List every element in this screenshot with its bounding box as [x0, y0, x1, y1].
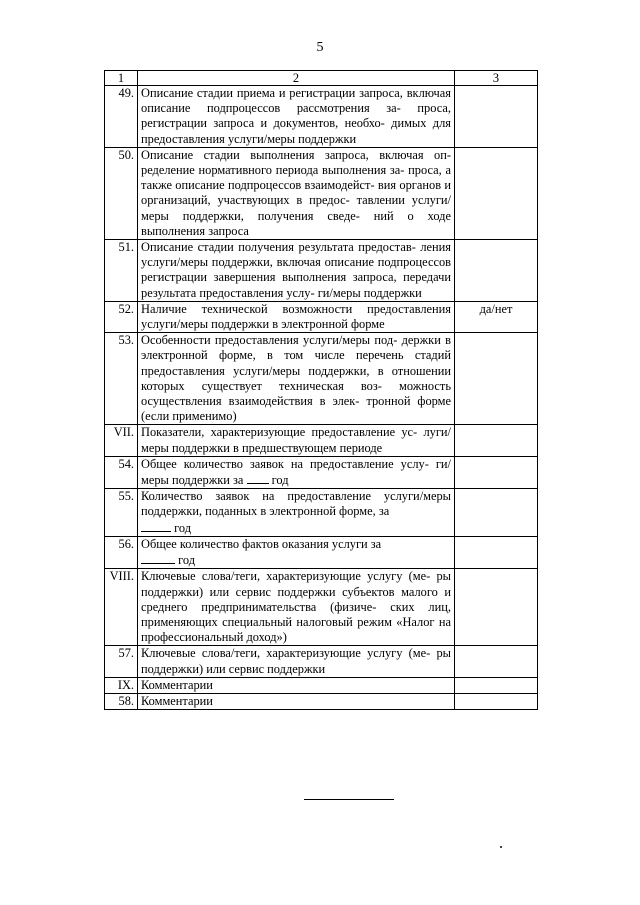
- row-value: [455, 569, 538, 646]
- table-row: [105, 456, 538, 488]
- table-row: [105, 301, 538, 332]
- row-number: 57.: [105, 646, 138, 677]
- description-line: год: [271, 473, 289, 488]
- row-value: [455, 147, 538, 239]
- table-row: [105, 693, 538, 709]
- description-line: ги/меры поддержки за: [141, 456, 451, 488]
- table-header-row: [105, 71, 538, 86]
- blank-year-field: [247, 472, 269, 484]
- row-description: [138, 646, 455, 677]
- row-description: [138, 147, 455, 239]
- description-line: проса, а также описание подпроцессов взаимодейст-: [141, 163, 451, 193]
- description-line: ры поддержки) или сервис поддержки: [141, 646, 451, 676]
- description-line: поддержки, поданных в электронной форме, за: [141, 504, 390, 519]
- table-row: [105, 677, 538, 693]
- description-line: проса, регистрации запроса и документов, необхо-: [141, 101, 451, 131]
- description-line: ления услуги/меры поддержки, включая описание: [141, 240, 451, 270]
- row-description: [138, 240, 455, 302]
- row-number: 50.: [105, 147, 138, 239]
- description-line: подпроцессов регистрации завершения выполнения: [141, 255, 451, 285]
- description-line: Комментарии: [141, 693, 213, 708]
- description-line: ских лиц, применяющих специальный налоговый: [141, 599, 451, 629]
- row-number: IX.: [105, 677, 138, 693]
- row-number: 54.: [105, 456, 138, 488]
- header-col-3: 3: [455, 71, 538, 86]
- row-value: [455, 646, 538, 677]
- description-line: режим «Налог на профессиональный доход»): [141, 614, 451, 645]
- description-line: Общее количество фактов оказания услуги за: [141, 536, 382, 551]
- blank-year-field: [141, 552, 175, 564]
- row-value: да/нет: [455, 301, 538, 332]
- description-line: Комментарии: [141, 677, 213, 692]
- row-number: 56.: [105, 536, 138, 568]
- table-row: [105, 333, 538, 425]
- description-line: ги/меры поддержки: [317, 285, 422, 300]
- description-line: держки в электронной форме, в том числе перечень: [141, 333, 451, 363]
- row-value: [455, 333, 538, 425]
- description-line: вия органов и организаций, участвующих в предос-: [141, 178, 451, 208]
- description-line: год: [178, 553, 196, 568]
- row-description: [138, 569, 455, 646]
- description-line: Описание стадии выполнения запроса, включая оп-: [141, 147, 451, 162]
- description-line: услуги/меры поддержки в электронной форме: [141, 317, 385, 332]
- description-line: ределение нормативного периода выполнения за-: [141, 163, 405, 178]
- row-number: 52.: [105, 301, 138, 332]
- parameters-table: [104, 70, 538, 710]
- scan-mark: [500, 846, 502, 848]
- row-number: 51.: [105, 240, 138, 302]
- description-line: ний о ходе выполнения запроса: [141, 208, 451, 238]
- table-row: [105, 569, 538, 646]
- header-col-2: 2: [138, 71, 455, 86]
- description-line: Ключевые слова/теги, характеризующие услугу (ме-: [141, 646, 431, 661]
- row-description: [138, 301, 455, 332]
- table-row: [105, 147, 538, 239]
- row-number: 55.: [105, 489, 138, 537]
- description-line: Описание стадии приема и регистрации запроса,: [141, 86, 403, 100]
- row-number: 49.: [105, 86, 138, 148]
- row-value: [455, 240, 538, 302]
- table-row: [105, 646, 538, 677]
- description-line: включая описание подпроцессов рассмотрения за-: [141, 86, 451, 116]
- row-number: 53.: [105, 333, 138, 425]
- row-description: [138, 536, 455, 568]
- table-row: [105, 489, 538, 537]
- row-number: VIII.: [105, 569, 138, 646]
- table-row: [105, 86, 538, 148]
- row-description: [138, 86, 455, 148]
- row-value: [455, 677, 538, 693]
- row-value: [455, 425, 538, 456]
- row-number: 58.: [105, 693, 138, 709]
- description-line: можность осуществления взаимодействия в элек-: [141, 378, 451, 409]
- description-line: Описание стадии получения результата предостав-: [141, 240, 416, 255]
- table-row: [105, 240, 538, 302]
- description-line: Особенности предоставления услуги/меры под-: [141, 333, 398, 348]
- description-line: стадий предоставления услуги/меры поддержки, в: [141, 348, 451, 378]
- description-line: тронной форме (если применимо): [141, 394, 451, 424]
- page-number: 5: [316, 40, 324, 55]
- row-value: [455, 489, 538, 537]
- row-description: [138, 333, 455, 425]
- description-line: отношении которых существует техническая воз-: [141, 363, 451, 393]
- description-line: Количество заявок на предоставление услуги/меры: [141, 489, 451, 504]
- row-description: [138, 456, 455, 488]
- blank-year-field: [141, 520, 171, 532]
- row-value: [455, 693, 538, 709]
- row-value: [455, 86, 538, 148]
- row-number: VII.: [105, 425, 138, 456]
- row-value: [455, 456, 538, 488]
- description-line: Показатели, характеризующие предоставление ус-: [141, 425, 418, 440]
- description-line: год: [174, 520, 192, 535]
- row-description: [138, 693, 455, 709]
- table-row: [105, 536, 538, 568]
- row-description: [138, 489, 455, 537]
- table-row: [105, 425, 538, 456]
- description-line: малого и среднего предпринимательства (физиче-: [141, 584, 451, 614]
- description-line: Ключевые слова/теги, характеризующие услугу (ме-: [141, 569, 431, 584]
- end-of-document-rule: [304, 799, 394, 800]
- description-line: запроса, передачи результата предоставления услу-: [141, 270, 451, 300]
- row-value: [455, 536, 538, 568]
- description-line: Общее количество заявок на предоставление услу-: [141, 456, 429, 471]
- description-line: димых для предоставления услуги/меры поддержки: [141, 116, 451, 146]
- header-col-1: 1: [105, 71, 138, 86]
- description-line: тавлении услуги/меры поддержки, получения сведе-: [141, 193, 451, 223]
- row-description: [138, 425, 455, 456]
- description-line: ры поддержки) или сервис поддержки субъектов: [141, 569, 451, 599]
- description-line: луги/меры поддержки в предшествующем периоде: [141, 425, 451, 455]
- row-description: [138, 677, 455, 693]
- description-line: Наличие технической возможности предоставления: [141, 301, 451, 316]
